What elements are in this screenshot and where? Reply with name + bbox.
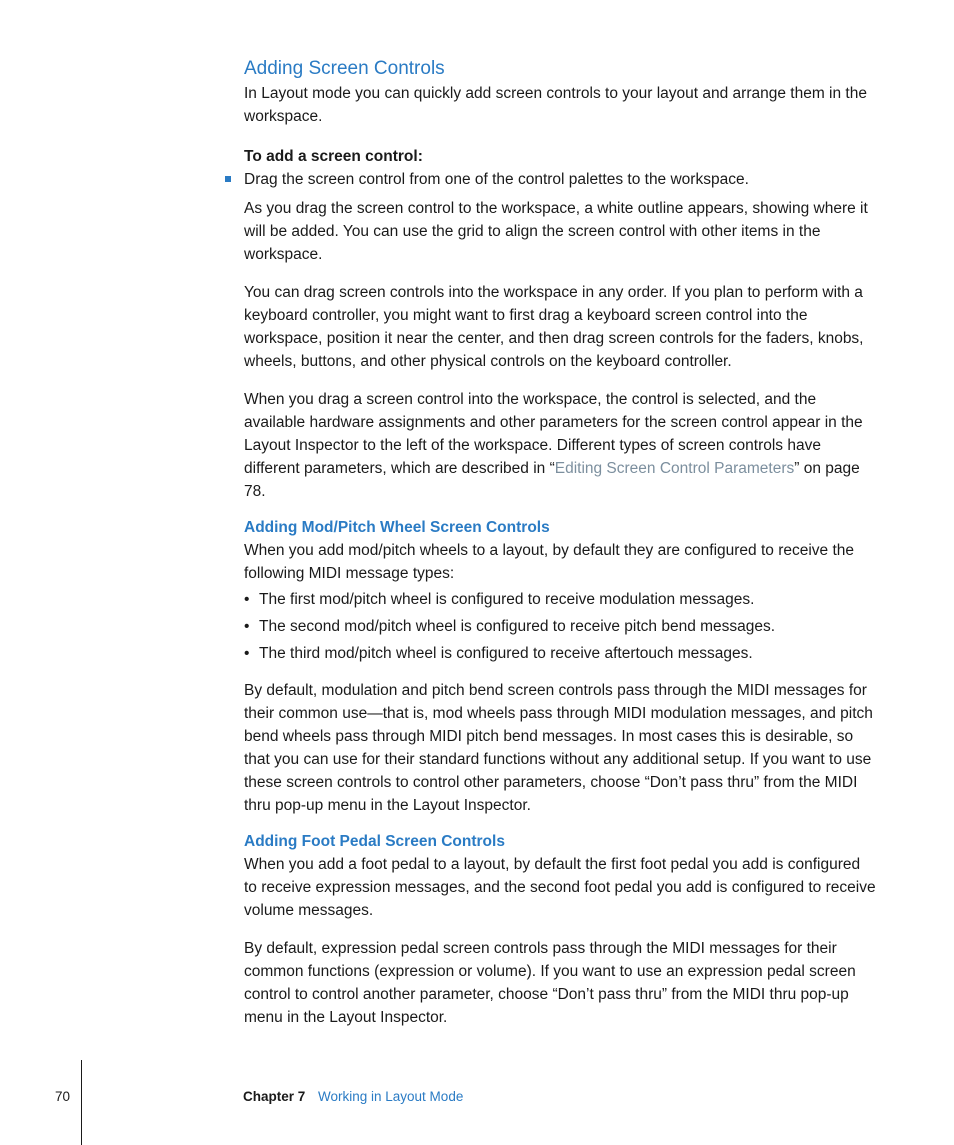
procedure-step [244, 168, 876, 191]
mod-pitch-heading: Adding Mod/Pitch Wheel Screen Controls [244, 519, 550, 536]
page-content [244, 56, 876, 1029]
paragraph-drag-outline: As you drag the screen control to the workspace, a white outline appears, showing where it will be added. You can use the grid to align the screen control with other items in the workspace. [244, 200, 868, 263]
list-item-text: The first mod/pitch wheel is configured to receive modulation messages. [259, 591, 755, 608]
list-item [244, 615, 876, 638]
chapter-title-link[interactable]: Working in Layout Mode [318, 1089, 464, 1104]
step-square-icon [225, 176, 231, 182]
bullet-icon: • [244, 591, 250, 608]
section-title: Adding Screen Controls [244, 58, 445, 79]
page-footer [0, 1088, 954, 1145]
list-item-text: The second mod/pitch wheel is configured to receive pitch bend messages. [259, 618, 776, 635]
mod-pitch-intro: When you add mod/pitch wheels to a layout, by default they are configured to receive the following MIDI message types: [244, 542, 855, 582]
paragraph-text: ” on page 78. [244, 460, 860, 500]
footer-divider [81, 1060, 82, 1145]
section-intro: In Layout mode you can quickly add screen controls to your layout and arrange them in the workspace. [244, 85, 867, 125]
chapter-label: Chapter 7 [243, 1089, 306, 1104]
paragraph-text: When you drag a screen control into the workspace, the control is selected, and the available hardware assignments and other parameters for the screen control appear in the Layout Inspector to the left of the workspace. Different types of screen controls have different parameters, which are described in “ [244, 391, 863, 477]
cross-reference-link[interactable]: Editing Screen Control Parameters [554, 460, 795, 477]
foot-pedal-intro: When you add a foot pedal to a layout, by default the first foot pedal you add is configured to receive expression messages, and the second foot pedal you add is configured to receive volume messages. [244, 856, 876, 919]
foot-pedal-paragraph: By default, expression pedal screen controls pass through the MIDI messages for their common functions (expression or volume). If you want to use an expression pedal screen control to control another parameter, choose “Don’t pass thru” from the MIDI thru pop-up menu in the Layout Inspector. [244, 940, 856, 1026]
page-number: 70 [55, 1089, 71, 1104]
procedure-title: To add a screen control: [244, 148, 423, 165]
paragraph-layout-inspector [244, 388, 876, 503]
bullet-icon: • [244, 645, 250, 662]
foot-pedal-heading: Adding Foot Pedal Screen Controls [244, 833, 505, 850]
list-item [244, 588, 876, 611]
mod-pitch-list [244, 588, 876, 665]
bullet-icon: • [244, 618, 250, 635]
list-item [244, 642, 876, 665]
list-item-text: The third mod/pitch wheel is configured to receive aftertouch messages. [259, 645, 753, 662]
mod-pitch-paragraph: By default, modulation and pitch bend screen controls pass through the MIDI messages for their common use—that is, mod wheels pass through MIDI modulation messages, and pitch bend wheels pass through MIDI pitch bend messages. In most cases this is desirable, so that you can use for their standard functions without any additional setup. If you want to use these screen controls to control other parameters, choose “Don’t pass thru” from the MIDI thru pop-up menu in the Layout Inspector. [244, 682, 873, 814]
procedure-step-text: Drag the screen control from one of the control palettes to the workspace. [244, 171, 749, 188]
paragraph-drag-order: You can drag screen controls into the workspace in any order. If you plan to perform with a keyboard controller, you might want to first drag a keyboard screen control into the workspace, position it near the center, and then drag screen controls for the faders, knobs, wheels, buttons, and other physical controls on the keyboard controller. [244, 284, 864, 370]
